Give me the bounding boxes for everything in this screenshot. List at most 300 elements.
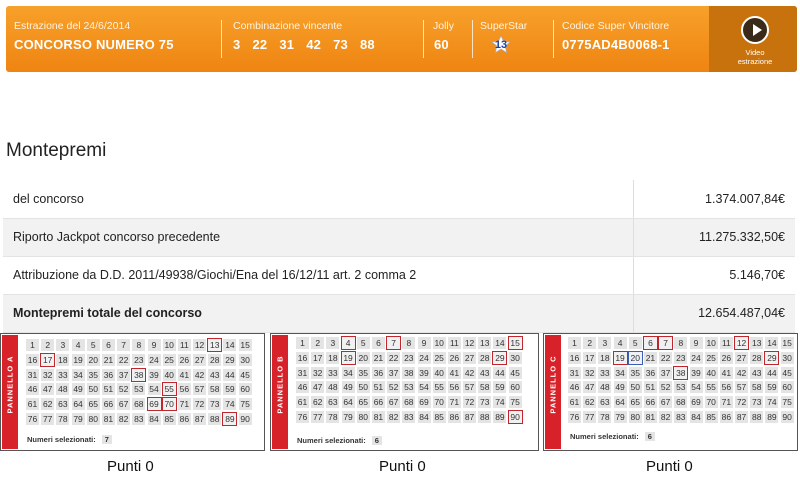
number-cell[interactable]: 89 <box>225 413 235 424</box>
number-cell[interactable]: 15 <box>240 340 250 350</box>
number-cell[interactable]: 2 <box>41 339 54 351</box>
number-cell[interactable]: 64 <box>73 399 83 410</box>
number-cell[interactable]: 39 <box>691 367 701 378</box>
number-cell[interactable]: 44 <box>225 369 235 380</box>
number-cell[interactable]: 90 <box>782 411 792 422</box>
number-cell[interactable]: 73 <box>210 399 220 410</box>
number-cell[interactable]: 41 <box>179 369 190 380</box>
number-cell[interactable]: 85 <box>164 413 174 424</box>
selected-count-value: 6 <box>645 432 655 441</box>
number-cell[interactable]: 60 <box>510 382 520 393</box>
number-cell[interactable]: 43 <box>752 367 762 378</box>
number-cell[interactable]: 83 <box>676 411 686 422</box>
number-cell[interactable]: 57 <box>464 382 475 393</box>
number-cell[interactable]: 77 <box>312 411 323 422</box>
divider <box>553 20 554 58</box>
number-cell[interactable]: 88 <box>480 411 490 422</box>
number-cell[interactable]: 81 <box>373 411 384 422</box>
number-cell[interactable]: 76 <box>297 411 308 422</box>
number-cell[interactable]: 6 <box>644 337 657 349</box>
panel-tab <box>545 335 561 449</box>
number-cell[interactable]: 3 <box>326 337 339 349</box>
row-amount: 5.146,70€ <box>633 256 795 294</box>
number-cell[interactable]: 34 <box>73 369 83 380</box>
combination-label: Combinazione vincente <box>233 20 343 32</box>
number-cell[interactable]: 50 <box>88 384 98 395</box>
number-cell[interactable]: 17 <box>42 354 53 365</box>
number-cell[interactable]: 21 <box>645 352 656 363</box>
selected-count <box>297 436 382 445</box>
number-cell[interactable]: 87 <box>194 413 205 424</box>
number-cell[interactable]: 56 <box>721 382 732 393</box>
number-cell[interactable]: 57 <box>194 384 205 395</box>
number-cell[interactable]: 16 <box>569 352 580 363</box>
number-cell[interactable]: 56 <box>449 382 460 393</box>
number-cell[interactable]: 3 <box>56 339 69 351</box>
number-cell[interactable]: 64 <box>615 397 625 408</box>
number-cell[interactable]: 68 <box>404 397 414 408</box>
number-cell[interactable]: 27 <box>464 352 475 363</box>
number-cell[interactable]: 83 <box>134 413 144 424</box>
number-cell[interactable]: 43 <box>210 369 220 380</box>
superstar-star-icon <box>491 36 511 53</box>
number-cell[interactable]: 3 <box>598 337 611 349</box>
number-cell[interactable]: 63 <box>58 399 68 410</box>
number-cell[interactable]: 2 <box>311 337 324 349</box>
number-cell[interactable]: 85 <box>434 411 444 422</box>
number-cell[interactable]: 60 <box>240 384 250 395</box>
number-cell[interactable]: 29 <box>767 352 777 363</box>
number-cell[interactable]: 22 <box>660 352 671 363</box>
number-cell[interactable]: 69 <box>419 397 429 408</box>
number-cell[interactable]: 42 <box>736 367 747 378</box>
number-cell[interactable]: 9 <box>690 337 703 349</box>
number-cell[interactable]: 33 <box>600 367 610 378</box>
draw-result-banner <box>6 6 797 72</box>
number-cell[interactable]: 18 <box>600 352 610 363</box>
panel-b <box>270 333 539 451</box>
number-cell[interactable]: 44 <box>495 367 505 378</box>
number-cell[interactable]: 89 <box>767 411 777 422</box>
number-cell[interactable]: 5 <box>87 339 100 351</box>
number-cell[interactable]: 31 <box>297 367 308 378</box>
number-cell[interactable]: 26 <box>179 354 190 365</box>
number-cell[interactable]: 10 <box>706 338 716 348</box>
number-cell[interactable]: 77 <box>584 411 595 422</box>
row-amount: 11.275.332,50€ <box>633 218 795 256</box>
number-cell[interactable]: 77 <box>42 413 53 424</box>
number-cell[interactable]: 6 <box>372 337 385 349</box>
number-cell[interactable]: 86 <box>179 413 190 424</box>
number-cell[interactable]: 49 <box>73 384 83 395</box>
number-cell[interactable]: 40 <box>434 367 444 378</box>
number-cell[interactable]: 8 <box>674 337 687 349</box>
number-cell[interactable]: 12 <box>736 338 747 348</box>
number-cell[interactable]: 37 <box>660 367 671 378</box>
number-cell[interactable]: 1 <box>296 337 309 349</box>
number-cell[interactable]: 28 <box>480 352 490 363</box>
number-cell[interactable]: 35 <box>88 369 98 380</box>
number-cell[interactable]: 1 <box>26 339 39 351</box>
number-cell[interactable]: 70 <box>706 397 716 408</box>
number-cell[interactable]: 31 <box>569 367 580 378</box>
number-cell[interactable]: 52 <box>118 384 129 395</box>
number-cell[interactable]: 68 <box>134 399 144 410</box>
number-cell[interactable]: 67 <box>388 397 399 408</box>
number-cell[interactable]: 73 <box>752 397 762 408</box>
number-cell[interactable]: 17 <box>584 352 595 363</box>
number-cell[interactable]: 2 <box>583 337 596 349</box>
number-cell[interactable]: 35 <box>358 367 368 378</box>
number-cell[interactable]: 24 <box>149 354 159 365</box>
number-cell[interactable]: 30 <box>510 352 520 363</box>
number-cell[interactable]: 85 <box>706 411 716 422</box>
number-cell[interactable]: 4 <box>614 337 627 349</box>
number-cell[interactable]: 33 <box>328 367 338 378</box>
number-cell[interactable]: 35 <box>630 367 640 378</box>
number-cell[interactable]: 29 <box>495 352 505 363</box>
number-cell[interactable]: 54 <box>419 382 429 393</box>
number-cell[interactable]: 63 <box>328 397 338 408</box>
number-cell[interactable]: 73 <box>480 397 490 408</box>
panel-a-result: Punti 0 <box>107 458 154 475</box>
number-cell[interactable]: 62 <box>42 399 53 410</box>
number-cell[interactable]: 60 <box>782 382 792 393</box>
number-cell[interactable]: 84 <box>691 411 701 422</box>
number-cell[interactable]: 22 <box>388 352 399 363</box>
number-cell[interactable]: 52 <box>660 382 671 393</box>
number-cell[interactable]: 59 <box>767 382 777 393</box>
number-cell[interactable]: 23 <box>404 352 414 363</box>
number-cell[interactable]: 84 <box>419 411 429 422</box>
number-cell[interactable]: 14 <box>495 338 505 348</box>
number-cell[interactable]: 14 <box>225 340 235 350</box>
number-cell[interactable]: 79 <box>343 411 353 422</box>
number-cell[interactable]: 65 <box>630 397 640 408</box>
number-cell[interactable]: 7 <box>659 337 672 349</box>
number-cell[interactable]: 16 <box>297 352 308 363</box>
number-cell[interactable]: 54 <box>691 382 701 393</box>
number-cell[interactable]: 45 <box>240 369 250 380</box>
number-cell[interactable]: 42 <box>464 367 475 378</box>
number-cell[interactable]: 30 <box>240 354 250 365</box>
number-cell[interactable]: 8 <box>132 339 145 351</box>
number-cell[interactable]: 88 <box>210 413 220 424</box>
number-cell[interactable]: 61 <box>297 397 308 408</box>
number-cell[interactable]: 13 <box>752 338 762 348</box>
number-cell[interactable]: 10 <box>164 340 174 350</box>
number-cell[interactable]: 10 <box>434 338 444 348</box>
panel-tab-label: PANNELLO B <box>275 355 285 414</box>
number-cell[interactable]: 80 <box>358 411 368 422</box>
number-cell[interactable]: 46 <box>569 382 580 393</box>
number-cell[interactable]: 16 <box>27 354 38 365</box>
number-cell[interactable]: 24 <box>419 352 429 363</box>
number-cell[interactable]: 87 <box>736 411 747 422</box>
number-cell[interactable]: 5 <box>357 337 370 349</box>
table-row <box>3 256 795 294</box>
number-cell[interactable]: 57 <box>736 382 747 393</box>
contest-number: CONCORSO NUMERO 75 <box>14 37 174 52</box>
selected-count-label: Numeri selezionati: <box>27 435 96 444</box>
number-cell[interactable]: 17 <box>312 352 323 363</box>
number-cell[interactable]: 65 <box>358 397 368 408</box>
number-cell[interactable]: 59 <box>495 382 505 393</box>
number-cell[interactable]: 55 <box>434 382 444 393</box>
number-cell[interactable]: 53 <box>404 382 414 393</box>
number-cell[interactable]: 89 <box>495 411 505 422</box>
number-cell[interactable]: 34 <box>343 367 353 378</box>
number-cell[interactable]: 48 <box>58 384 68 395</box>
number-cell[interactable]: 25 <box>434 352 444 363</box>
number-cell[interactable]: 56 <box>179 384 190 395</box>
number-cell[interactable]: 66 <box>373 397 384 408</box>
winning-number: 73 <box>333 37 348 52</box>
number-cell[interactable]: 37 <box>118 369 129 380</box>
winning-number: 88 <box>359 37 375 52</box>
number-cell[interactable]: 64 <box>343 397 353 408</box>
number-cell[interactable]: 79 <box>73 413 83 424</box>
number-cell[interactable]: 36 <box>103 369 114 380</box>
jolly-label: Jolly <box>433 20 455 32</box>
number-cell[interactable]: 83 <box>404 411 414 422</box>
number-cell[interactable]: 47 <box>42 384 53 395</box>
number-cell[interactable]: 81 <box>103 413 114 424</box>
number-cell[interactable]: 78 <box>328 411 338 422</box>
number-cell[interactable]: 11 <box>178 339 191 351</box>
number-cell[interactable]: 33 <box>58 369 68 380</box>
winning-number: 42 <box>306 37 322 52</box>
number-cell[interactable]: 74 <box>225 399 235 410</box>
number-cell[interactable]: 24 <box>691 352 701 363</box>
number-cell[interactable]: 46 <box>297 382 308 393</box>
number-cell[interactable]: 40 <box>706 367 716 378</box>
number-cell[interactable]: 19 <box>73 354 83 365</box>
number-cell[interactable]: 28 <box>210 354 220 365</box>
number-cell[interactable]: 39 <box>149 369 159 380</box>
number-cell[interactable]: 80 <box>630 411 640 422</box>
number-cell[interactable]: 90 <box>240 413 250 424</box>
number-cell[interactable]: 61 <box>569 397 580 408</box>
number-cell[interactable]: 72 <box>736 397 747 408</box>
row-amount: 12.654.487,04€ <box>633 294 795 332</box>
number-cell[interactable]: 14 <box>767 338 777 348</box>
number-cell[interactable]: 34 <box>615 367 625 378</box>
number-cell[interactable]: 22 <box>118 354 129 365</box>
number-cell[interactable]: 88 <box>752 411 762 422</box>
number-cell[interactable]: 39 <box>419 367 429 378</box>
number-cell[interactable]: 74 <box>767 397 777 408</box>
number-cell[interactable]: 30 <box>782 352 792 363</box>
number-cell[interactable]: 43 <box>480 367 490 378</box>
number-cell[interactable]: 9 <box>148 339 161 351</box>
number-cell[interactable]: 8 <box>402 337 415 349</box>
number-cell[interactable]: 25 <box>164 354 174 365</box>
number-cell[interactable]: 66 <box>103 399 114 410</box>
number-cell[interactable]: 19 <box>615 352 625 363</box>
number-cell[interactable]: 81 <box>645 411 656 422</box>
number-cell[interactable]: 27 <box>736 352 747 363</box>
number-cell[interactable]: 72 <box>464 397 475 408</box>
number-cell[interactable]: 76 <box>569 411 580 422</box>
number-cell[interactable]: 46 <box>27 384 38 395</box>
number-cell[interactable]: 51 <box>373 382 384 393</box>
number-cell[interactable]: 69 <box>149 399 159 410</box>
number-cell[interactable]: 55 <box>706 382 716 393</box>
number-cell[interactable]: 71 <box>449 397 460 408</box>
number-cell[interactable]: 20 <box>88 354 98 365</box>
number-cell[interactable]: 47 <box>584 382 595 393</box>
number-cell[interactable]: 31 <box>27 369 38 380</box>
video-label <box>729 48 781 66</box>
number-cell[interactable]: 7 <box>117 339 130 351</box>
number-cell[interactable]: 18 <box>328 352 338 363</box>
number-cell[interactable]: 78 <box>58 413 68 424</box>
number-cell[interactable]: 18 <box>58 354 68 365</box>
video-extraction-button[interactable] <box>709 6 797 72</box>
number-cell[interactable]: 11 <box>448 337 461 349</box>
number-cell[interactable]: 37 <box>388 367 399 378</box>
number-cell[interactable]: 42 <box>194 369 205 380</box>
number-cell[interactable]: 4 <box>342 337 355 349</box>
number-cell[interactable]: 71 <box>721 397 732 408</box>
number-cell[interactable]: 41 <box>449 367 460 378</box>
number-cell[interactable]: 9 <box>418 337 431 349</box>
number-cell[interactable]: 36 <box>645 367 656 378</box>
number-cell[interactable]: 58 <box>210 384 220 395</box>
number-cell[interactable]: 75 <box>240 399 250 410</box>
number-cell[interactable]: 26 <box>449 352 460 363</box>
number-cell[interactable]: 50 <box>630 382 640 393</box>
number-cell[interactable]: 49 <box>615 382 625 393</box>
number-cell[interactable]: 38 <box>134 369 144 380</box>
number-cell[interactable]: 70 <box>434 397 444 408</box>
number-cell[interactable]: 1 <box>568 337 581 349</box>
divider <box>423 20 424 58</box>
number-cell[interactable]: 12 <box>194 340 205 350</box>
number-cell[interactable]: 25 <box>706 352 716 363</box>
number-cell[interactable]: 19 <box>343 352 353 363</box>
number-cell[interactable]: 80 <box>88 413 98 424</box>
number-cell[interactable]: 90 <box>510 411 520 422</box>
number-cell[interactable]: 51 <box>103 384 114 395</box>
number-cell[interactable]: 5 <box>629 337 642 349</box>
number-cell[interactable]: 23 <box>676 352 686 363</box>
number-cell[interactable]: 28 <box>752 352 762 363</box>
number-cell[interactable]: 78 <box>600 411 610 422</box>
number-cell[interactable]: 62 <box>584 397 595 408</box>
number-cell[interactable]: 36 <box>373 367 384 378</box>
number-grid <box>296 337 524 426</box>
number-cell[interactable]: 12 <box>464 338 475 348</box>
number-cell[interactable]: 20 <box>630 352 640 363</box>
number-cell[interactable]: 29 <box>225 354 235 365</box>
number-cell[interactable]: 59 <box>225 384 235 395</box>
number-cell[interactable]: 54 <box>149 384 159 395</box>
number-cell[interactable]: 50 <box>358 382 368 393</box>
number-cell[interactable]: 40 <box>164 369 174 380</box>
number-cell[interactable]: 4 <box>72 339 85 351</box>
number-cell[interactable]: 84 <box>149 413 159 424</box>
number-cell[interactable]: 63 <box>600 397 610 408</box>
number-cell[interactable]: 20 <box>358 352 368 363</box>
selected-count-label: Numeri selezionati: <box>570 432 639 441</box>
number-cell[interactable]: 58 <box>480 382 490 393</box>
number-cell[interactable]: 53 <box>134 384 144 395</box>
number-cell[interactable]: 48 <box>328 382 338 393</box>
number-cell[interactable]: 75 <box>510 397 520 408</box>
number-cell[interactable]: 82 <box>660 411 671 422</box>
number-cell[interactable]: 32 <box>584 367 595 378</box>
superstar-label: SuperStar <box>480 20 528 32</box>
number-cell[interactable]: 27 <box>194 354 205 365</box>
number-cell[interactable]: 7 <box>387 337 400 349</box>
number-cell[interactable]: 67 <box>660 397 671 408</box>
number-cell[interactable]: 87 <box>464 411 475 422</box>
number-cell[interactable]: 41 <box>721 367 732 378</box>
number-cell[interactable]: 71 <box>179 399 190 410</box>
number-cell[interactable]: 69 <box>691 397 701 408</box>
number-cell[interactable]: 66 <box>645 397 656 408</box>
number-cell[interactable]: 79 <box>615 411 625 422</box>
number-cell[interactable]: 70 <box>164 399 174 410</box>
selected-count-value: 6 <box>372 436 382 445</box>
number-cell[interactable]: 48 <box>600 382 610 393</box>
number-cell[interactable]: 15 <box>782 338 792 348</box>
number-cell[interactable]: 21 <box>373 352 384 363</box>
number-cell[interactable]: 72 <box>194 399 205 410</box>
number-cell[interactable]: 38 <box>676 367 686 378</box>
row-amount: 1.374.007,84€ <box>633 180 795 218</box>
number-cell[interactable]: 82 <box>118 413 129 424</box>
number-cell[interactable]: 23 <box>134 354 144 365</box>
number-cell[interactable]: 32 <box>42 369 53 380</box>
number-cell[interactable]: 6 <box>102 339 115 351</box>
number-cell[interactable]: 51 <box>645 382 656 393</box>
number-cell[interactable]: 53 <box>676 382 686 393</box>
number-cell[interactable]: 62 <box>312 397 323 408</box>
number-cell[interactable]: 55 <box>164 384 174 395</box>
number-cell[interactable]: 74 <box>495 397 505 408</box>
number-cell[interactable]: 11 <box>720 337 733 349</box>
number-cell[interactable]: 58 <box>752 382 762 393</box>
number-cell[interactable]: 15 <box>510 338 520 348</box>
number-cell[interactable]: 86 <box>721 411 732 422</box>
number-cell[interactable]: 45 <box>510 367 520 378</box>
number-cell[interactable]: 82 <box>388 411 399 422</box>
number-cell[interactable]: 67 <box>118 399 129 410</box>
number-cell[interactable]: 26 <box>721 352 732 363</box>
number-cell[interactable]: 44 <box>767 367 777 378</box>
number-cell[interactable]: 65 <box>88 399 98 410</box>
number-cell[interactable]: 13 <box>210 340 220 350</box>
number-cell[interactable]: 75 <box>782 397 792 408</box>
number-cell[interactable]: 21 <box>103 354 114 365</box>
number-cell[interactable]: 47 <box>312 382 323 393</box>
number-cell[interactable]: 68 <box>676 397 686 408</box>
number-cell[interactable]: 86 <box>449 411 460 422</box>
number-cell[interactable]: 38 <box>404 367 414 378</box>
number-cell[interactable]: 45 <box>782 367 792 378</box>
number-cell[interactable]: 49 <box>343 382 353 393</box>
number-cell[interactable]: 32 <box>312 367 323 378</box>
number-cell[interactable]: 61 <box>27 399 38 410</box>
winning-number: 31 <box>279 37 295 52</box>
table-row <box>3 180 795 218</box>
number-cell[interactable]: 76 <box>27 413 38 424</box>
number-cell[interactable]: 13 <box>480 338 490 348</box>
number-cell[interactable]: 52 <box>388 382 399 393</box>
